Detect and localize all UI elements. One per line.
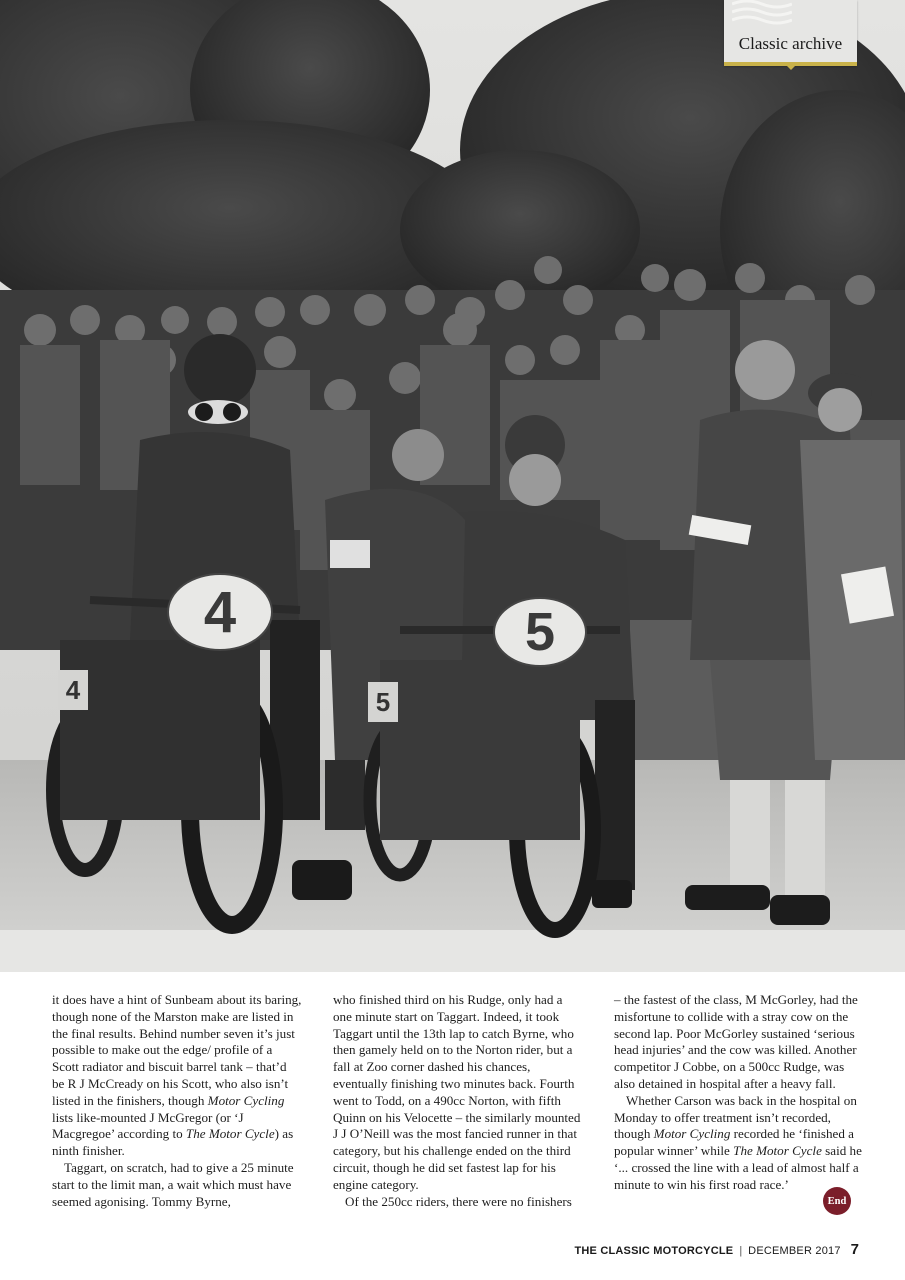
paragraph — [614, 1093, 864, 1194]
page-footer — [574, 1241, 859, 1261]
publication-title: Motor Cycling — [653, 1126, 731, 1142]
publication-title: Motor Cycling — [207, 1092, 285, 1108]
text-run: said he ‘... crossed the line with a lead of almost half a minute to win his first road race.’ — [614, 1143, 862, 1192]
paragraph: – the fastest of the class, M McGorley, had the misfortune to collide with a stray cow on the second lap. Poor McGorley sustained ‘serious head injuries’ and the cow was killed. Another competitor J Cobbe, on a 500cc Rudge, was also detained in hospital after a heavy fall. — [614, 992, 858, 1091]
text-run: lists like-mounted J McGregor (or ‘J Macgregoe’ according to — [52, 1109, 244, 1142]
text-run: Whether Carson was back in the hospital on Monday to offer treatment isn’t recorded, though — [614, 1092, 857, 1142]
footer-separator: | — [739, 1245, 743, 1257]
column-1 — [52, 992, 302, 1210]
paragraph: Taggart, on scratch, had to give a 25 minute start to the limit man, a wait which must have seemed agonising. Tommy Byrne, — [52, 1159, 294, 1209]
paragraph — [52, 992, 302, 1160]
page-number: 7 — [850, 1241, 859, 1258]
race-number-plate-4 — [168, 574, 272, 650]
publication-title: The Motor Cycle — [185, 1126, 275, 1142]
text-run: ) as ninth finisher. — [52, 1126, 294, 1159]
race-number-plate-5 — [494, 598, 586, 666]
text-run: recorded he ‘finished a popular winner’ while — [614, 1126, 854, 1159]
column-2 — [333, 992, 583, 1210]
wave-decoration — [732, 0, 792, 26]
race-number-4: 4 — [203, 579, 237, 645]
section-tab — [724, 0, 857, 66]
side-number-5: 5 — [375, 686, 391, 717]
side-number-4: 4 — [65, 674, 81, 705]
section-title: Classic archive — [738, 34, 843, 53]
article-body — [52, 992, 864, 1210]
side-plate-4 — [58, 670, 88, 710]
magazine-name: THE CLASSIC MOTORCYCLE — [574, 1245, 734, 1257]
text-run: it does have a hint of Sunbeam about its baring, though none of the Marston make are listed in the final results. Behind number seven it’s just possible to make out the edge/ profile of a Scott radiator and biscuit barrel tank – that’d be R J McCready on his Scott, who also isn’t listed in the finishers, though — [52, 992, 302, 1108]
issue-date: DECEMBER 2017 — [748, 1245, 841, 1257]
race-number-5: 5 — [524, 602, 556, 662]
column-3 — [614, 992, 864, 1210]
tab-pointer — [783, 62, 799, 70]
publication-title: The Motor Cycle — [733, 1143, 822, 1159]
paragraph: who finished third on his Rudge, only had a one minute start on Taggart. Indeed, it took Taggart until the 13th lap to catch Byrne, who then gamely held on to the Norton rider, but a fall at Zoo corner dashed his chances, eventually finishing two minutes back. Fourth went to Todd, on a 490cc Norton, with fifth Quinn on his Velocette – the similarly mounted J J O’Neill was the most fancied runner in that category, but his challenge ended on the third circuit, though he did set fastest lap for his engine category. — [333, 992, 581, 1192]
side-plate-5 — [368, 682, 398, 722]
paragraph: Of the 250cc riders, there were no finishers — [345, 1193, 572, 1209]
end-marker: End — [823, 1187, 851, 1215]
